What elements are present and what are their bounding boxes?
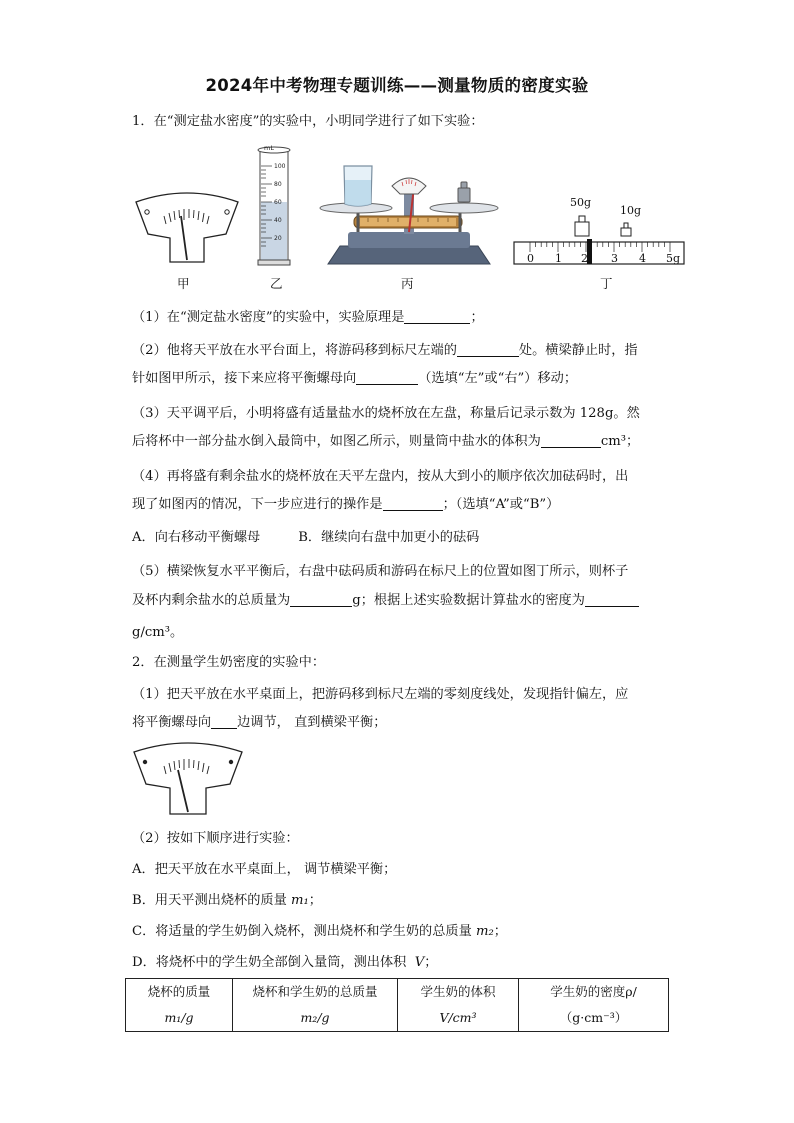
weight-10g-label: 10g: [620, 204, 642, 217]
q1-part1: （1）在“测定盐水密度”的实验中，实验原理是 ；: [132, 310, 484, 325]
q2-part2: （2）按如下顺序进行实验：: [132, 831, 299, 846]
scale-label-4: 4: [639, 252, 646, 265]
scale-label-5g: 5g: [666, 252, 681, 265]
cylinder-tick-100: 100: [274, 163, 286, 170]
page-title: 2024年中考物理专题训练——测量物质的密度实验: [205, 76, 589, 95]
q1-part4-line1: （4）再将盛有剩余盐水的烧杯放在天平左盘内，按从大到小的顺序依次加砝码时，出: [132, 469, 629, 484]
scale-label-3: 3: [611, 252, 618, 265]
table-cell-volume: 学生奶的体积 V/cm³: [398, 979, 519, 1032]
q1-part4-line2: 现了如图丙的情况，下一步应进行的操作是 ；（选填“A”或“B”）: [132, 497, 560, 512]
q1-part5-line2: 及杯内剩余盐水的总质量为 g；根据上述实验数据计算盐水的密度为: [132, 589, 639, 608]
q2-step-d: D．将烧杯中的学生奶全部倒入量筒，测出体积 V；: [132, 955, 438, 970]
q2-step-c: C．将适量的学生奶倒入烧杯，测出烧杯和学生奶的总质量 m₂；: [132, 924, 507, 939]
q1-part3-line1: （3）天平调平后，小明将盛有适量盐水的烧杯放在左盘，称量后记录示数为 128g。然: [132, 406, 640, 421]
q1-part2-line2: 针如图甲所示，接下来应将平衡螺母向 （选填“左”或“右”）移动；: [132, 371, 578, 386]
caption-jia: 甲: [177, 276, 190, 291]
caption-yi: 乙: [270, 276, 283, 291]
scale-label-2: 2: [581, 252, 588, 265]
q1-stem: 1．在“测定盐水密度”的实验中，小明同学进行了如下实验：: [132, 114, 484, 129]
q2-part1-line1: （1）把天平放在水平桌面上，把游码移到标尺左端的零刻度线处，发现指针偏左，应: [132, 687, 629, 702]
weight-50g-label: 50g: [570, 196, 592, 209]
q2-part1-line2: 将平衡螺母向 边调节， 直到横梁平衡；: [132, 715, 387, 730]
cylinder-tick-40: 40: [274, 217, 282, 224]
data-table: [125, 978, 669, 1032]
cylinder-tick-80: 80: [274, 181, 282, 188]
q2-step-a: A．把天平放在水平桌面上， 调节横梁平衡；: [132, 862, 397, 877]
cylinder-unit-label: mL: [264, 144, 274, 152]
figure-q2-pointer-scale: [132, 740, 244, 816]
cylinder-tick-60: 60: [274, 199, 282, 206]
caption-bing: 丙: [401, 276, 414, 291]
figure-yi-measuring-cylinder: [254, 140, 298, 266]
q2-stem: 2．在测量学生奶密度的实验中：: [132, 655, 326, 670]
option-b: B．继续向右盘中加更小的砝码: [298, 530, 480, 545]
q1-part5-line3: g/cm³。: [132, 625, 184, 640]
option-a: A．向右移动平衡螺母: [132, 530, 261, 545]
q1-part3-line2: 后将杯中一部分盐水倒入最筒中，如图乙所示，则量筒中盐水的体积为 cm³；: [132, 434, 640, 449]
table-cell-density: 学生奶的密度ρ/ （g·cm⁻³）: [519, 979, 669, 1032]
q1-options: [132, 526, 479, 545]
caption-ding: 丁: [600, 276, 613, 291]
q2-step-b: B．用天平测出烧杯的质量 m₁；: [132, 893, 322, 908]
figure-jia-pointer-scale: [134, 190, 240, 264]
table-cell-total-mass: 烧杯和学生奶的总质量 m₂/g: [233, 979, 398, 1032]
figure-ding-weights-scale: [512, 192, 690, 272]
scale-label-0: 0: [527, 252, 534, 265]
figure-bing-balance: [318, 150, 500, 268]
q1-part5-line1: （5）横梁恢复水平平衡后，右盘中砝码质和游码在标尺上的位置如图丁所示，则杯子: [132, 564, 629, 579]
cylinder-tick-20: 20: [274, 235, 282, 242]
table-cell-beaker-mass: 烧杯的质量 m₁/g: [126, 979, 233, 1032]
scale-label-1: 1: [555, 252, 562, 265]
q1-part2-line1: （2）他将天平放在水平台面上，将游码移到标尺左端的 处。横梁静止时，指: [132, 343, 638, 358]
